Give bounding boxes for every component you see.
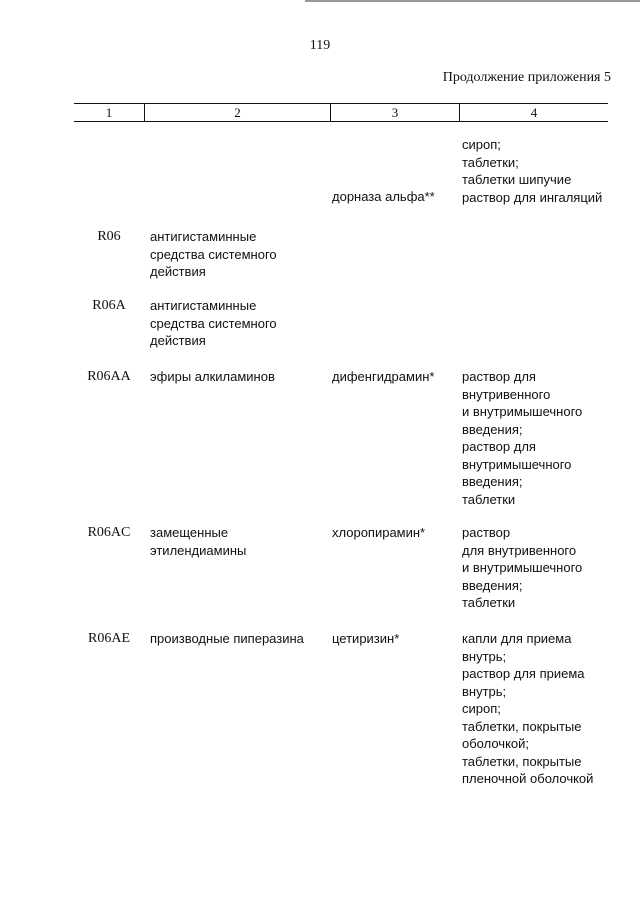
row-r06aa-code: R06AA — [87, 369, 131, 384]
form-line: раствор для — [462, 439, 536, 454]
row-r06ae-inn — [332, 630, 458, 648]
row-r06aa-name — [150, 368, 326, 386]
row-r06-name — [150, 228, 326, 281]
form-line: капли для приема — [462, 631, 572, 646]
form-line: внутривенного — [462, 386, 551, 402]
name-line: средства системного — [150, 315, 277, 331]
table-header-row — [74, 103, 608, 122]
inn-line: хлоропирамин* — [332, 525, 426, 540]
form-line: раствор для — [462, 369, 536, 384]
form-line: внутримышечного — [462, 456, 572, 472]
form-line: пленочной оболочкой — [462, 771, 594, 786]
form-line: таблетки, покрытые — [462, 718, 582, 734]
row-r06aa-inn — [332, 368, 458, 386]
inn-line: дорназа альфа** — [332, 189, 435, 204]
name-line: средства системного — [150, 246, 277, 262]
form-line: таблетки, покрытые — [462, 753, 582, 769]
form-line: для внутривенного — [462, 542, 577, 558]
form-line: раствор для приема — [462, 666, 585, 681]
form-line: сироп; — [462, 137, 501, 152]
column-header-2: 2 — [144, 104, 330, 121]
name-line: действия — [150, 264, 206, 279]
form-line: раствор — [462, 525, 511, 540]
row-r06ae-code: R06AE — [88, 631, 130, 646]
column-header-4: 4 — [459, 104, 608, 121]
row-r06a-name — [150, 297, 326, 350]
name-line: антигистаминные — [150, 298, 257, 313]
form-line: таблетки — [462, 595, 516, 610]
form-line: таблетки — [462, 491, 516, 507]
row-r06ac-name — [150, 524, 326, 559]
form-line: раствор для ингаляций — [462, 189, 603, 205]
column-header-3: 3 — [330, 104, 459, 121]
form-line: таблетки шипучие — [462, 172, 572, 187]
continuation-caption: Продолжение приложения 5 — [442, 70, 611, 85]
form-line: введения; — [462, 577, 523, 593]
scan-edge-line — [305, 0, 640, 2]
form-line: сироп; — [462, 701, 501, 716]
row-r06ae-forms — [462, 630, 622, 788]
page-number: 119 — [309, 38, 331, 53]
name-line: действия — [150, 333, 206, 348]
form-line: и внутримышечного — [462, 404, 583, 419]
form-line: введения; — [462, 421, 523, 437]
form-line: внутрь; — [462, 648, 507, 664]
form-line: оболочкой; — [462, 736, 530, 751]
row-r06ac-code: R06AC — [87, 525, 131, 540]
row-dornase-inn — [332, 188, 458, 206]
inn-line: дифенгидрамин* — [332, 369, 435, 384]
form-line: и внутримышечного — [462, 560, 583, 575]
name-line: замещенные — [150, 525, 229, 540]
row-r06ac-forms — [462, 524, 622, 612]
row-dornase-forms — [462, 136, 622, 206]
row-r06ac-inn — [332, 524, 458, 542]
name-line: эфиры алкиламинов — [150, 369, 275, 384]
form-line: введения; — [462, 474, 523, 489]
row-r06aa-forms — [462, 368, 622, 508]
row-r06ae-name — [150, 630, 326, 648]
name-line: производные пиперазина — [150, 631, 304, 646]
name-line: этилендиамины — [150, 542, 247, 558]
inn-line: цетиризин* — [332, 631, 400, 646]
form-line: таблетки; — [462, 154, 519, 170]
column-header-1: 1 — [105, 105, 113, 120]
row-r06a-code: R06A — [92, 298, 126, 313]
row-r06-code: R06 — [97, 229, 121, 244]
name-line: антигистаминные — [150, 229, 257, 244]
form-line: внутрь; — [462, 683, 507, 699]
